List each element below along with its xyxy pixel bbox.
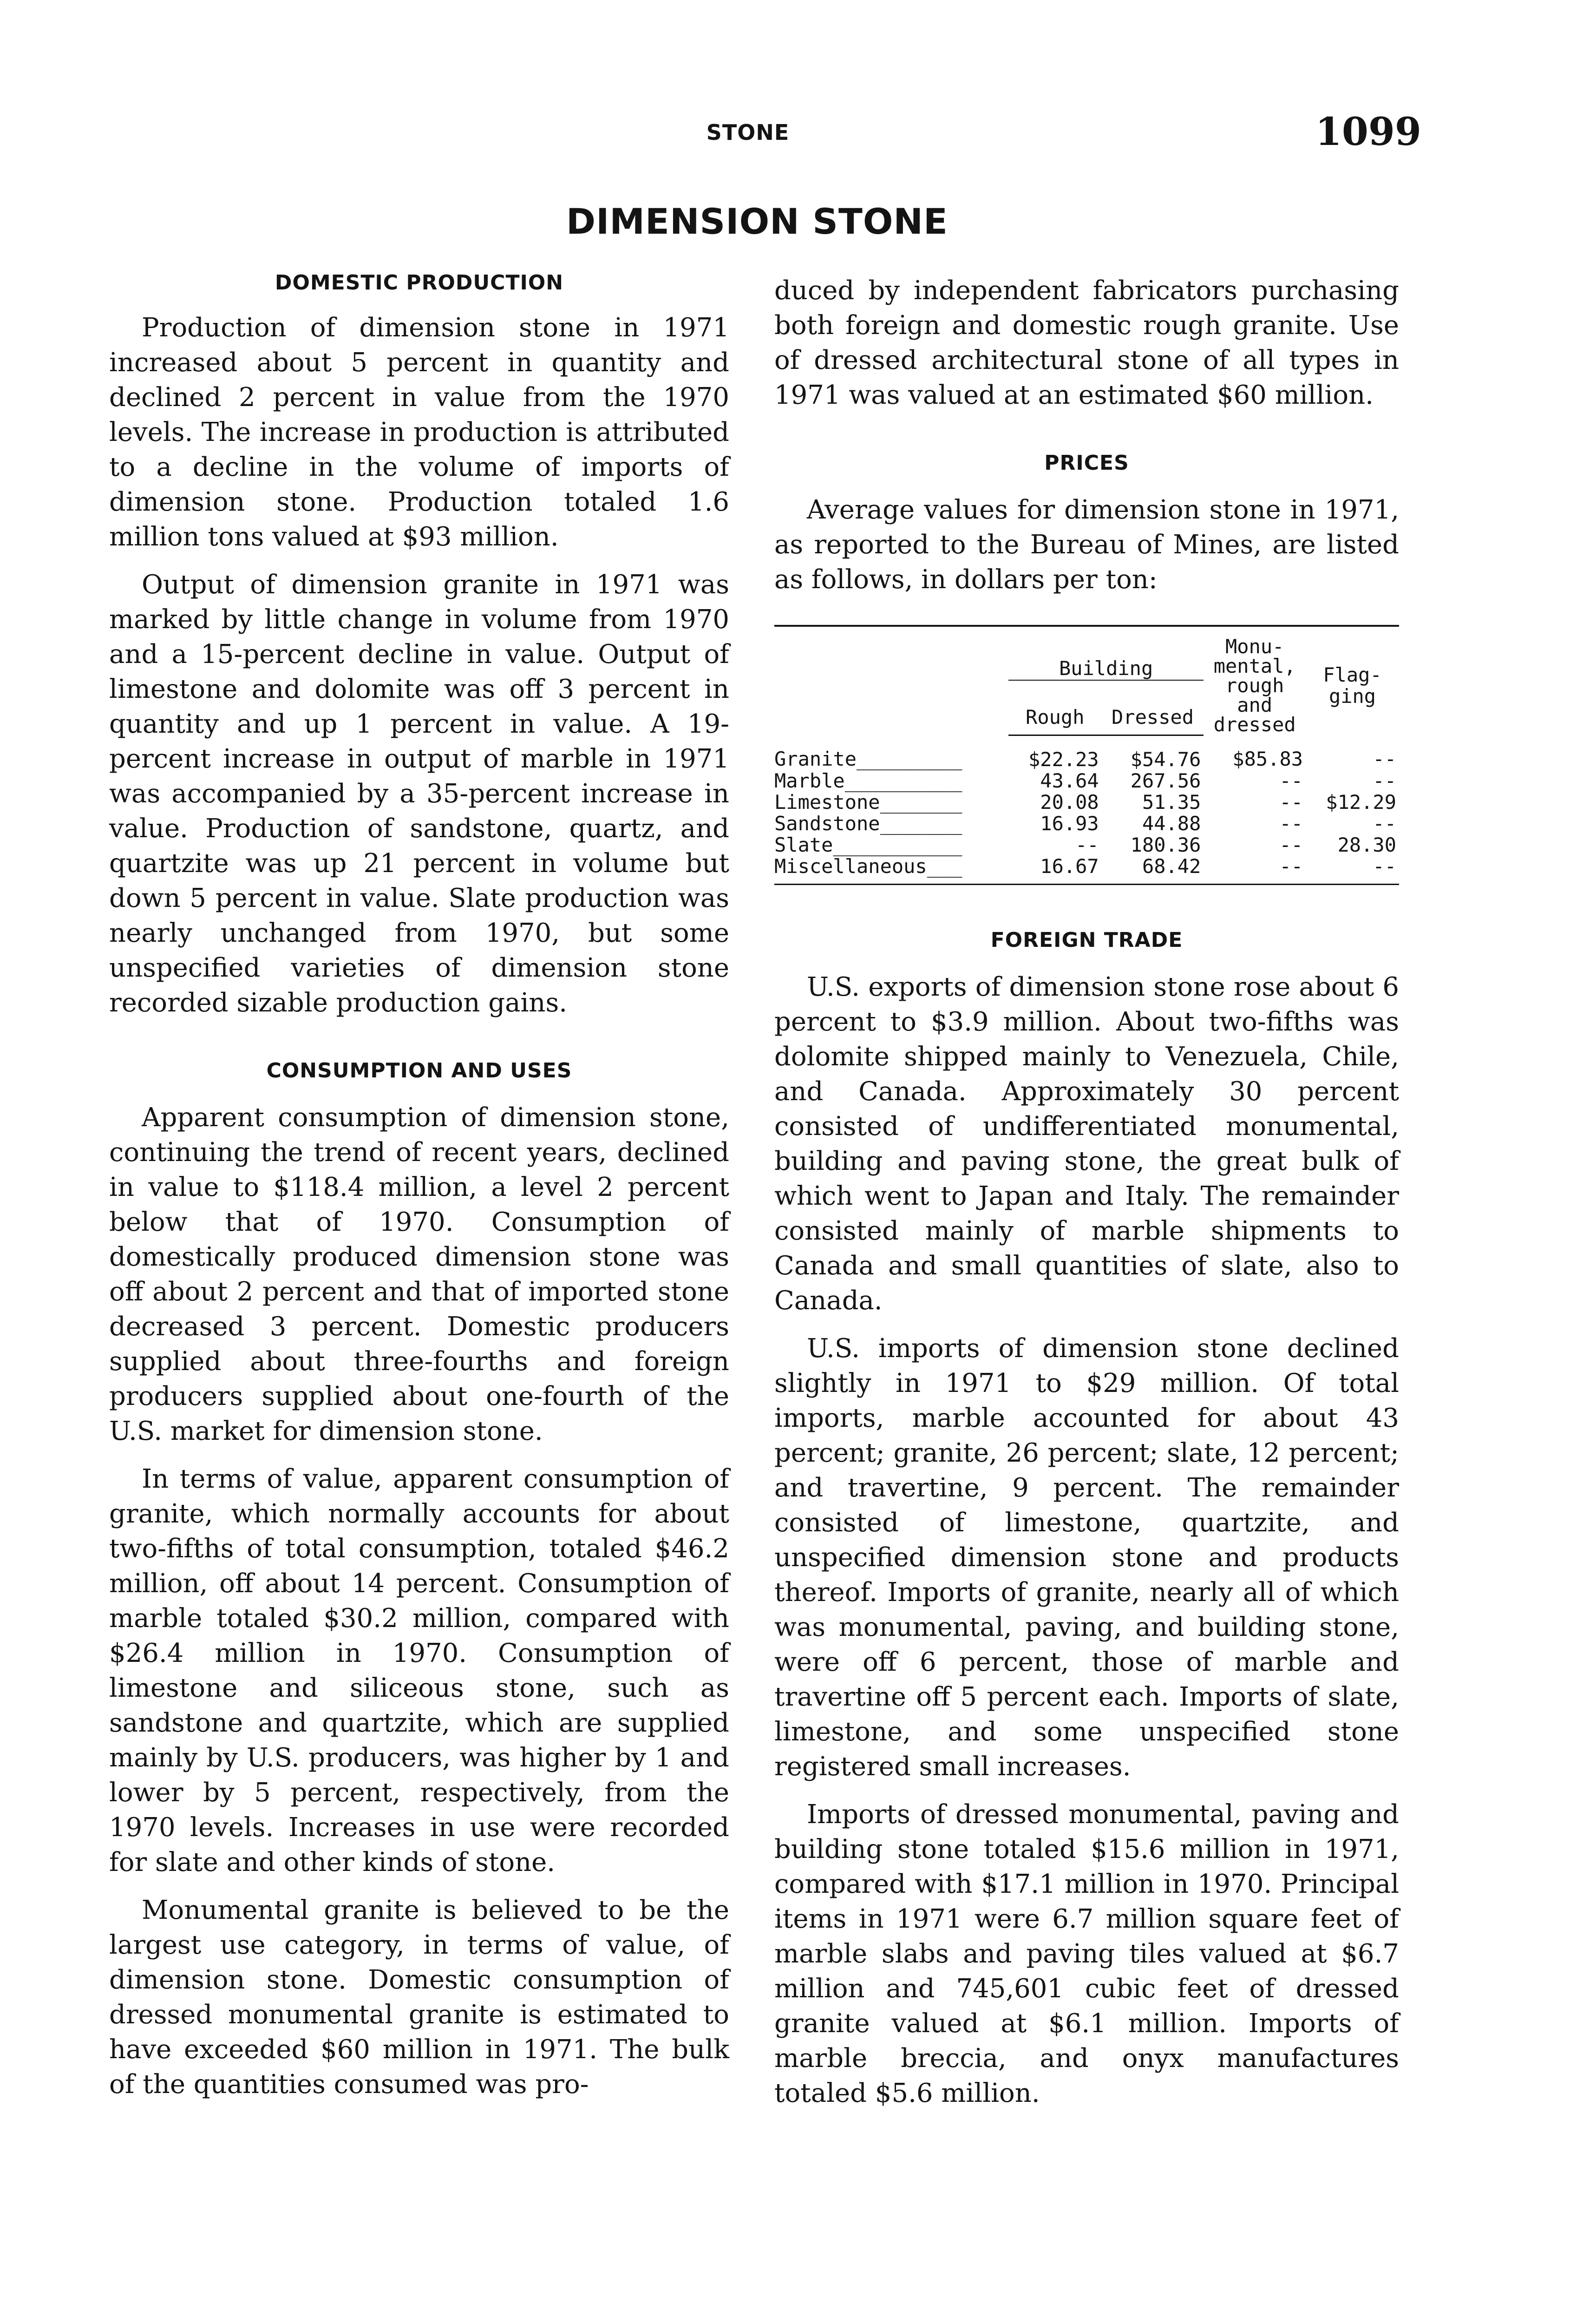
- cell-dressed: 267.56: [1130, 769, 1201, 792]
- row-label: Slate___________: [774, 833, 962, 856]
- cell-dressed: 180.36: [1130, 833, 1201, 856]
- right-column: [774, 273, 1399, 2111]
- cell-dressed: $54.76: [1130, 748, 1201, 771]
- cell-monumental: --: [1279, 833, 1303, 856]
- paragraph-continuation: duced by independent fabricators purchasing both foreign and domestic rough granite. Use of dressed architectural stone of all types in 1971 was valued at an estimated $60 million.: [774, 276, 1399, 410]
- cell-dressed: 68.42: [1102, 856, 1204, 885]
- row-label: Miscellaneous___: [774, 856, 1008, 885]
- cell-flagging: --: [1306, 856, 1399, 885]
- cell-flagging: --: [1373, 747, 1396, 770]
- paragraph: Apparent consumption of dimension stone, continuing the trend of recent years, declined in value to $118.4 million, a level 2 percent below that of 1970. Consumption of domestically produced dimension stone was off about 2 percent and that of imported stone decreased 3 percent. Domestic producers supplied about three-fourths and foreign producers supplied about one-fourth of the U.S. market for dimension stone.: [109, 1102, 729, 1446]
- page-title: DIMENSION STONE: [566, 201, 948, 242]
- cell-rough: 20.08: [1040, 790, 1099, 814]
- paragraph: Imports of dressed monumental, paving and building stone totaled $15.6 million in 1971, compared with $17.1 million in 1970. Principal items in 1971 were 6.7 million square feet of marble slabs and paving tiles valued at $6.7 million and 745,601 cubic feet of dressed granite valued at $6.1 million. Imports of marble breccia, and onyx manufactures totaled $5.6 million.: [774, 1799, 1399, 2108]
- paragraph: Production of dimension stone in 1971 increased about 5 percent in quantity and declined 2 percent in value from the 1970 levels. The increase in production is attributed to a decline in the volume of imports of dimension stone. Production totaled 1.6 million tons valued at $93 million.: [109, 313, 729, 552]
- table-header-blank: [774, 626, 1008, 735]
- cell-flagging: 28.30: [1337, 833, 1396, 856]
- cell-rough: $22.23: [1028, 748, 1099, 771]
- section-heading-domestic-production: DOMESTIC PRODUCTION: [275, 271, 564, 295]
- flagging-header-text: Flag- ging: [1323, 663, 1382, 708]
- table-header-building: Building: [1008, 626, 1204, 680]
- cell-dressed: 44.88: [1142, 812, 1201, 835]
- cell-monumental: --: [1279, 769, 1303, 792]
- page-number: 1099: [1315, 110, 1421, 154]
- table-row: [774, 813, 1399, 834]
- table-row: [774, 856, 1399, 885]
- paragraph: U.S. exports of dimension stone rose about 6 percent to $3.9 million. About two-fifths was dolomite shipped mainly to Venezuela, Chile, and Canada. Approximately 30 percent consisted of undifferentiated monumental, building and paving stone, the great bulk of which went to Japan and Italy. The remainder consisted mainly of marble shipments to Canada and small quantities of slate, also to Canada.: [774, 971, 1399, 1316]
- section-heading-foreign-trade: FOREIGN TRADE: [990, 928, 1183, 952]
- section-heading-prices: PRICES: [1044, 451, 1129, 475]
- cell-rough: --: [1075, 833, 1099, 856]
- table-header-monumental: [1204, 626, 1306, 735]
- paragraph: U.S. imports of dimension stone declined slightly in 1971 to $29 million. Of total imports, marble accounted for about 43 percent; granite, 26 percent; slate, 12 percent; and travertine, 9 percent. The remainder consisted of limestone, quartzite, and unspecified dimension stone and products thereof. Imports of granite, nearly all of which was monumental, paving, and building stone, were off 6 percent, those of marble and travertine off 5 percent each. Imports of slate, limestone, and some unspecified stone registered small increases.: [774, 1333, 1399, 1782]
- cell-flagging: $12.29: [1326, 790, 1396, 814]
- table-row: [774, 770, 1399, 792]
- cell-rough: 16.93: [1040, 812, 1099, 835]
- table-row: [774, 735, 1399, 770]
- row-label: Granite_________: [774, 747, 962, 770]
- cell-monumental: --: [1279, 812, 1303, 835]
- running-head: STONE: [706, 120, 790, 145]
- cell-flagging: --: [1373, 769, 1396, 792]
- left-column: [109, 269, 729, 2102]
- table-row: [774, 834, 1399, 856]
- cell-monumental: $85.83: [1232, 747, 1303, 770]
- table-row: [774, 792, 1399, 813]
- row-label: Marble__________: [774, 769, 962, 792]
- cell-dressed: 51.35: [1142, 790, 1201, 814]
- monumental-header-text: Monu- mental, rough and dressed: [1213, 635, 1296, 736]
- paragraph: Monumental granite is believed to be the largest use category, in terms of value, of dimension stone. Domestic consumption of dressed monumental granite is estimated to have exceeded $60 million in 1971. The bulk of the quantities consumed was pro-: [109, 1895, 729, 2100]
- cell-monumental: --: [1204, 856, 1306, 885]
- paragraph: Output of dimension granite in 1971 was marked by little change in volume from 1970 and a 15-percent decline in value. Output of limestone and dolomite was off 3 percent in quantity and up 1 percent in value. A 19-percent increase in output of marble in 1971 was accompanied by a 35-percent increase in value. Production of sandstone, quartz, and quartzite was up 21 percent in volume but down 5 percent in value. Slate production was nearly unchanged from 1970, but some unspecified varieties of dimension stone recorded sizable production gains.: [109, 570, 729, 1018]
- cell-monumental: --: [1279, 790, 1303, 814]
- row-label: Sandstone_______: [774, 812, 962, 835]
- price-table: [774, 625, 1399, 885]
- table-header-flagging: [1306, 626, 1399, 735]
- paragraph: In terms of value, apparent consumption of granite, which normally accounts for about two-fifths of total consumption, totaled $46.2 million, off about 14 percent. Consumption of marble totaled $30.2 million, compared with $26.4 million in 1970. Consumption of limestone and siliceous stone, such as sandstone and quartzite, which are supplied mainly by U.S. producers, was higher by 1 and lower by 5 percent, respectively, from the 1970 levels. Increases in use were recorded for slate and other kinds of stone.: [109, 1464, 729, 1877]
- table-header-rough: Rough: [1008, 680, 1102, 735]
- cell-flagging: --: [1373, 812, 1396, 835]
- row-label: Limestone_______: [774, 790, 962, 814]
- paragraph: Average values for dimension stone in 1971, as reported to the Bureau of Mines, are listed as follows, in dollars per ton:: [774, 495, 1399, 595]
- cell-rough: 16.67: [1008, 856, 1102, 885]
- cell-rough: 43.64: [1040, 769, 1099, 792]
- table-header-dressed: Dressed: [1102, 680, 1204, 735]
- section-heading-consumption: CONSUMPTION AND USES: [266, 1059, 572, 1083]
